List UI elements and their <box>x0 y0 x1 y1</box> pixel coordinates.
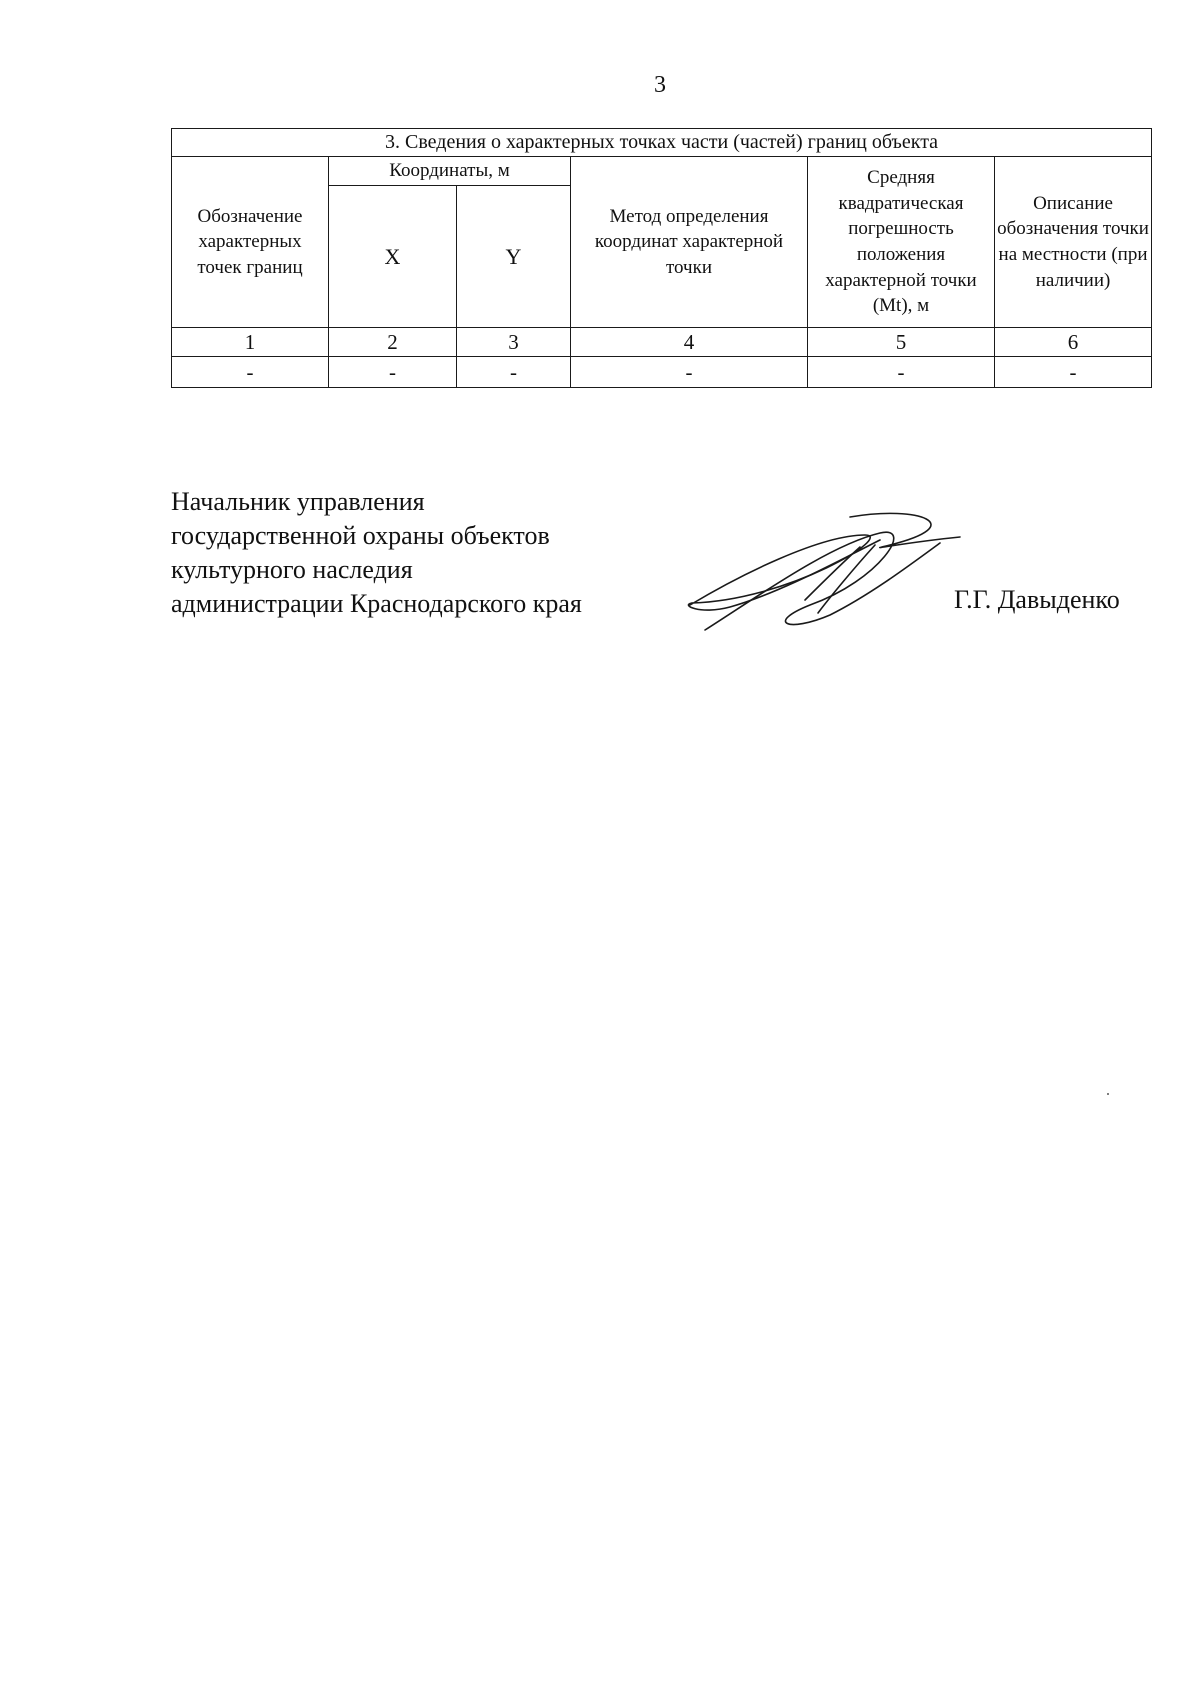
table-cell: - <box>995 357 1152 388</box>
column-number: 2 <box>329 328 457 357</box>
table-cell: - <box>457 357 571 388</box>
column-number: 5 <box>808 328 995 357</box>
column-number: 1 <box>172 328 329 357</box>
column-number-row <box>172 328 1152 357</box>
handwritten-signature <box>670 505 970 640</box>
table-cell: - <box>172 357 329 388</box>
header-description: Описание обозначения точки на местности (при наличии) <box>995 157 1152 328</box>
signer-position-line: государственной охраны объектов <box>171 521 550 550</box>
header-mean-error: Средняя квадратическая погрешность положения характерной точки (Mt), м <box>808 157 995 328</box>
column-number: 3 <box>457 328 571 357</box>
header-coordinates: Координаты, м <box>329 157 571 186</box>
header-x: X <box>329 186 457 328</box>
signer-position-line: администрации Краснодарского края <box>171 589 582 618</box>
boundary-points-table <box>171 128 1152 388</box>
table-cell: - <box>329 357 457 388</box>
scan-speck <box>1107 1093 1109 1095</box>
table-row <box>172 357 1152 388</box>
header-point-designation: Обозначение характерных точек границ <box>172 157 329 328</box>
table-title: 3. Сведения о характерных точках части (частей) границ объекта <box>172 129 1152 157</box>
signer-position-line: Начальник управления <box>171 487 425 516</box>
column-number: 4 <box>571 328 808 357</box>
signer-position-line: культурного наследия <box>171 555 413 584</box>
table-cell: - <box>808 357 995 388</box>
signer-position <box>171 485 582 621</box>
table-cell: - <box>571 357 808 388</box>
header-method: Метод определения координат характерной точки <box>571 157 808 328</box>
header-y: Y <box>457 186 571 328</box>
page-number: 3 <box>654 72 666 98</box>
column-number: 6 <box>995 328 1152 357</box>
signer-name: Г.Г. Давыденко <box>954 585 1120 614</box>
